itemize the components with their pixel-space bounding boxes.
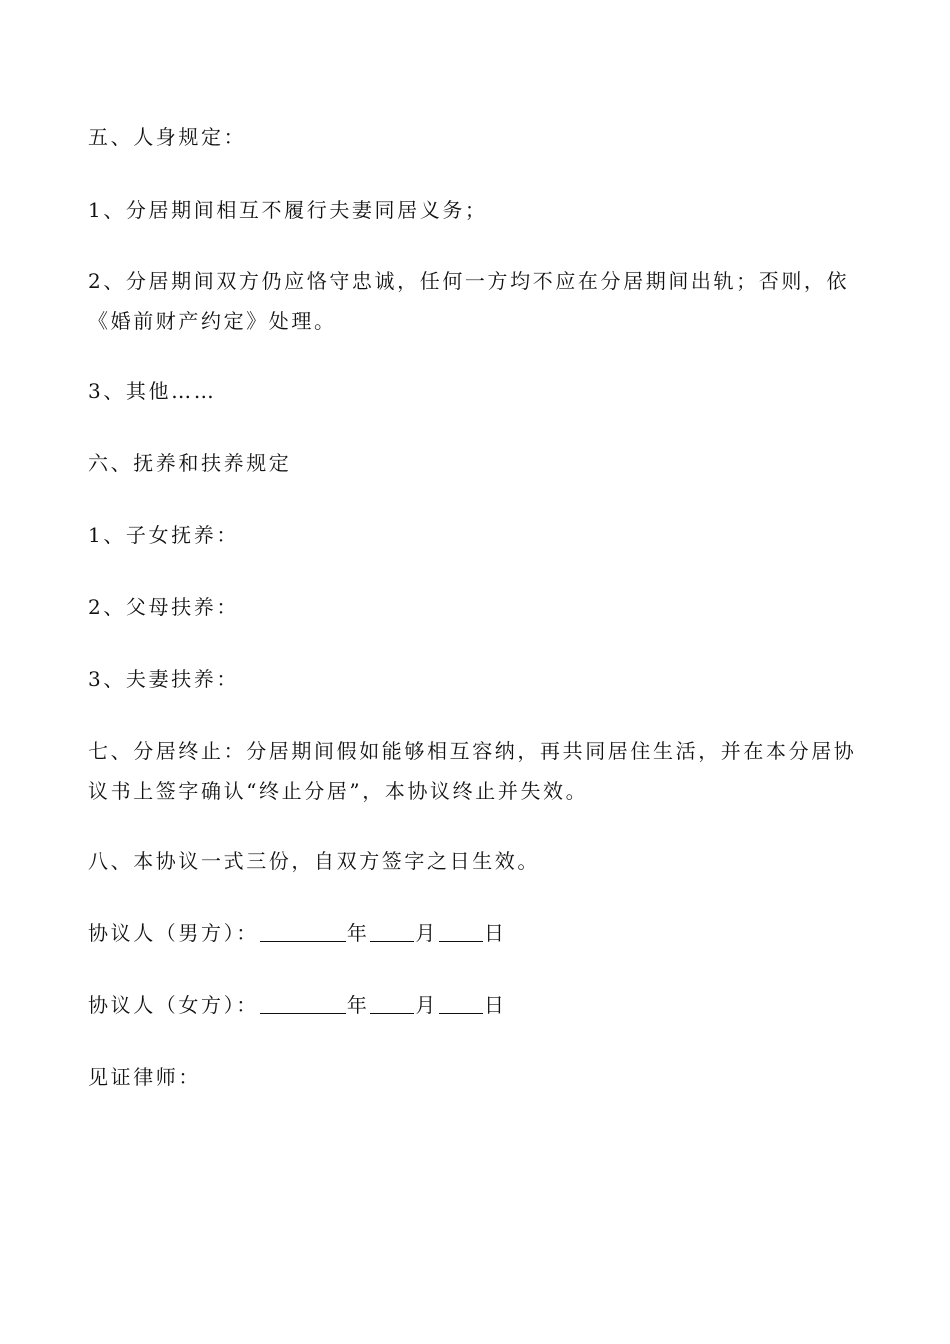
day-label: 日 <box>484 993 507 1017</box>
section-7-line-2: 议书上签字确认“终止分居”，本协议终止并失效。 <box>88 779 589 803</box>
section-5-item-3: 3、其他…… <box>88 379 217 403</box>
section-5-item-2 <box>88 261 878 341</box>
month-label: 月 <box>415 993 439 1017</box>
signature-female-blank <box>260 991 346 1014</box>
section-5-item-2-line-1: 2、分居期间双方仍应恪守忠诚，任何一方均不应在分居期间出轨；否则，依 <box>88 269 850 293</box>
year-label: 年 <box>346 993 370 1017</box>
day-label: 日 <box>484 921 507 945</box>
month-blank <box>370 991 414 1014</box>
month-label: 月 <box>415 921 439 945</box>
day-blank <box>439 919 483 942</box>
section-7 <box>88 731 878 811</box>
witness-lawyer-label: 见证律师： <box>88 1065 201 1089</box>
section-5-item-1: 1、分居期间相互不履行夫妻同居义务； <box>88 198 488 222</box>
section-6-item-3: 3、夫妻扶养： <box>88 667 239 691</box>
section-6-item-2: 2、父母扶养： <box>88 595 239 619</box>
signature-male-row <box>88 913 878 953</box>
signature-male-label: 协议人（男方）： <box>88 921 259 945</box>
signature-male-blank <box>260 919 346 942</box>
section-7-line-1: 七、分居终止：分居期间假如能够相互容纳，再共同居住生活，并在本分居协 <box>88 739 857 763</box>
signature-female-label: 协议人（女方）： <box>88 993 259 1017</box>
section-5-item-2-line-2: 《婚前财产约定》处理。 <box>88 309 337 333</box>
year-label: 年 <box>346 921 370 945</box>
section-5-title: 五、人身规定： <box>88 125 247 149</box>
section-6-item-1: 1、子女抚养： <box>88 523 239 547</box>
day-blank <box>439 991 483 1014</box>
section-8: 八、本协议一式三份，自双方签字之日生效。 <box>88 849 540 873</box>
signature-female-row <box>88 985 878 1025</box>
section-6-title: 六、抚养和扶养规定 <box>88 451 292 475</box>
month-blank <box>370 919 414 942</box>
